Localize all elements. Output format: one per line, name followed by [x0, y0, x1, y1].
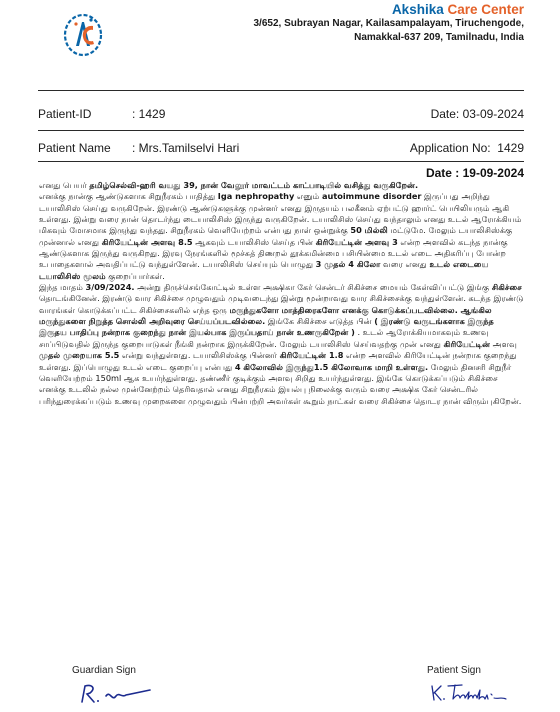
application-no — [410, 141, 524, 155]
patient-sign-label: Patient Sign — [427, 665, 481, 676]
text-run: இந்த மாதம் — [39, 282, 86, 293]
text-run: மட்டுமே. மேலும் டயாலிசிஸ்க்கு முன்னால் எனது — [39, 225, 513, 247]
text-run: என்ற அளவில் கிரியேட்டின் நன்றாக குறைந்து உள்ளது. இப்பொழுது உடல் எடை குறைப்பு என்பது — [39, 350, 517, 372]
bold-text-run: உடல் எடையை டயாலிசிஸ் மூலம் — [39, 259, 489, 281]
text-run: என்று வந்துள்ளது. டயாலிசிஸ்க்கு பின்னர் — [119, 350, 280, 361]
text-run: இங்கே சிகிச்சை எடுத்த பின் — [265, 316, 375, 327]
clinic-name-part-1: Akshika — [391, 2, 448, 17]
text-run: எனது பெயர் — [39, 180, 90, 190]
guardian-sign-label: Guardian Sign — [72, 665, 136, 676]
paragraph-3 — [39, 282, 524, 407]
text-run: எனக்கு நான்கு ஆண்டுகளாக சிறுநீரகம் பாதித்து — [39, 191, 218, 202]
bold-text-run: சிகிச்சை — [491, 282, 522, 293]
clinic-address-line-2: Namakkal-637 209, Tamilnadu, India — [354, 32, 524, 43]
visit-date — [431, 107, 524, 121]
bold-text-run: autoimmune disorder — [321, 191, 422, 202]
letter-body — [39, 180, 524, 407]
patient-signature-icon — [428, 680, 520, 706]
divider-bottom — [38, 161, 524, 162]
date-value: 03-09-2024 — [462, 107, 524, 121]
paragraph-2 — [39, 191, 524, 282]
bold-text-run: கிரியேட்டின் அளவு 8.5 — [101, 236, 193, 247]
date-label: Date: — [430, 107, 460, 121]
bold-text-run: 3/09/2024. — [85, 282, 135, 293]
bold-text-run: ( இரண்டு வருடங்களாக இருந்த இருதய பாதிப்பு நன்றாக குறைந்து நான் இயல்பாக இருப்பதாய் நான் உணருகிறேன் ) — [39, 316, 494, 338]
text-run: எனும் — [294, 191, 322, 202]
text-run: ஆகவும் டயாலிசிஸ் செய்த பின் — [192, 236, 316, 247]
text-run: வரை எனது — [380, 259, 430, 270]
bold-text-run: 50 மில்லி — [350, 225, 388, 236]
bold-text-run: தமிழ்செல்வி-ஹரி வயது 39, நான் வேலூர் மாவட்டம் காட்பாடியில் வசித்து வருகிறேன். — [89, 180, 419, 190]
text-run: குறைப்பார்கள். — [105, 270, 165, 281]
divider-top — [38, 90, 524, 91]
bold-text-run: கிரியேட்டின் அளவு 3 — [315, 236, 398, 247]
clinic-name-part-2: Care Center — [447, 2, 524, 17]
divider-middle — [38, 130, 524, 131]
bold-text-run: 4 கிலோவில் இருந்து1.5 கிலோவாக மாறி உள்ளது. — [234, 361, 429, 372]
guardian-signature-icon — [78, 680, 158, 708]
paragraph-1 — [39, 180, 524, 191]
patient-id-label: Patient-ID — [38, 107, 92, 121]
text-run: அளவு — [490, 338, 517, 349]
text-run: அன்று திருச்செங்கோட்டில் உள்ள அக்ஷிகா கேர் சென்டர் சிகிச்சை மையம் கேள்விப்பட்டு இங்கு — [134, 282, 492, 293]
bold-text-run: கிரியேட்டின் — [443, 338, 491, 349]
clinic-name — [254, 2, 525, 17]
clinic-address-line-1: 3/652, Subrayan Nagar, Kailasampalayam, Tiruchengode, — [253, 18, 524, 29]
text-run: . உடல் ஆரோக்கியமாகவும் உணவு சாப்பிடுவதில் இருந்த குறைபாடுகள் நீங்கி நன்றாக இருக்கிறேன். மேலும் டயாலிசிஸ் செய்வதற்கு முன் எனது — [39, 327, 489, 349]
akshika-logo-icon — [62, 10, 104, 58]
letter-date: Date : 19-09-2024 — [425, 166, 524, 180]
bold-text-run: மருந்துகளோ மாத்திரைகளோ எனக்கு கொடுக்கப்படவில்லை. ஆங்கில மருந்துகளை நிறுத்த சொல்லி அறிவுரை செய்யப்படவில்லை. — [39, 304, 492, 327]
bold-text-run: Iga nephropathy — [217, 191, 295, 202]
bold-text-run: முதல் முறையாக 5.5 — [39, 350, 120, 361]
application-no-value: 1429 — [497, 141, 524, 155]
text-run: தொடங்கினேன். இரண்டு வார சிகிச்சை முழுவதும் முடிவடைந்து இன்று மூன்றாவது வார சிகிச்சைக்கு வந்துள்ளேன். கடந்த இரண்டு வாரங்கள் கொடுக்கப்பட்ட சிகிச்சைகளில் எந்த ஒரு — [39, 293, 524, 315]
bold-text-run: கிரியேட்டின் 1.8 — [279, 350, 344, 361]
text-run: இருப்பது அறிந்து டயாலிசிஸ் செய்து வருகிறேன். இரண்டு ஆண்டுகளுக்கு முன்னர் எனது இருதயம் பலகீனம் ஏற்பட்டு ஹார்ட் பெயிலியரும் ஆகி உள்ளது. இன்று வரை நான் தொடர்ந்து டையாலிசிஸ் இருந்து வருகிறேன். டயாலிசிஸ் செய்து வந்தாலும் எனது உடல் ஆரோக்கியம் மிகவும் மோசமாக இருந்து வந்தது. சிறுநீரகம் வெளியேற்றம் என்பது நாள் ஒன்றுக்கு — [39, 191, 522, 236]
patient-id-value: : 1429 — [132, 107, 166, 121]
patient-name-label: Patient Name — [38, 141, 111, 155]
bold-text-run: 3 முதல் 4 கிலோ — [315, 259, 381, 270]
patient-name-value: : Mrs.Tamilselvi Hari — [132, 141, 240, 155]
text-run: என்ற அளவில் கடந்த நான்கு ஆண்டுகளாக இருந்து வருகிறது. இரவு நேரங்களில் மூச்சுத் திணறல் தூக்கமின்மை பசியின்மை உடல் எடை அதிகரிப்பு போன்ற உபாதைகளால் அவதிப்பட்டு வந்துள்ளேன். டயாலிசிஸ் செய்யும் பொழுது — [39, 236, 508, 270]
text-run: மேலும் தினசரி சிறுநீர் வெளியேற்றம் 150ml ஆக உயர்ந்துள்ளது. தண்ணீர் குடிக்கும் அளவு சிறிது உயர்ந்துள்ளது. இங்கே கொடுக்கப்படும் சிகிச்சை எனக்கு உடலில் நல்ல முன்னேற்றம் தெரிவதால் எனது சிறுநீரகம் இயல்பு நிலைக்கு வரும் வரை அக்ஷிக கேர் சென்டரில் பரிந்துரைக்கப்படும் உணவு முறைகளை முழுவதும் பின்பற்றி அவர்கள் கூறும் நாட்கள் வரை சிகிச்சை தொடர நான் விரும்புகிறேன். — [39, 361, 522, 406]
application-no-label: Application No: — [409, 141, 491, 155]
clinic-header — [254, 2, 525, 45]
